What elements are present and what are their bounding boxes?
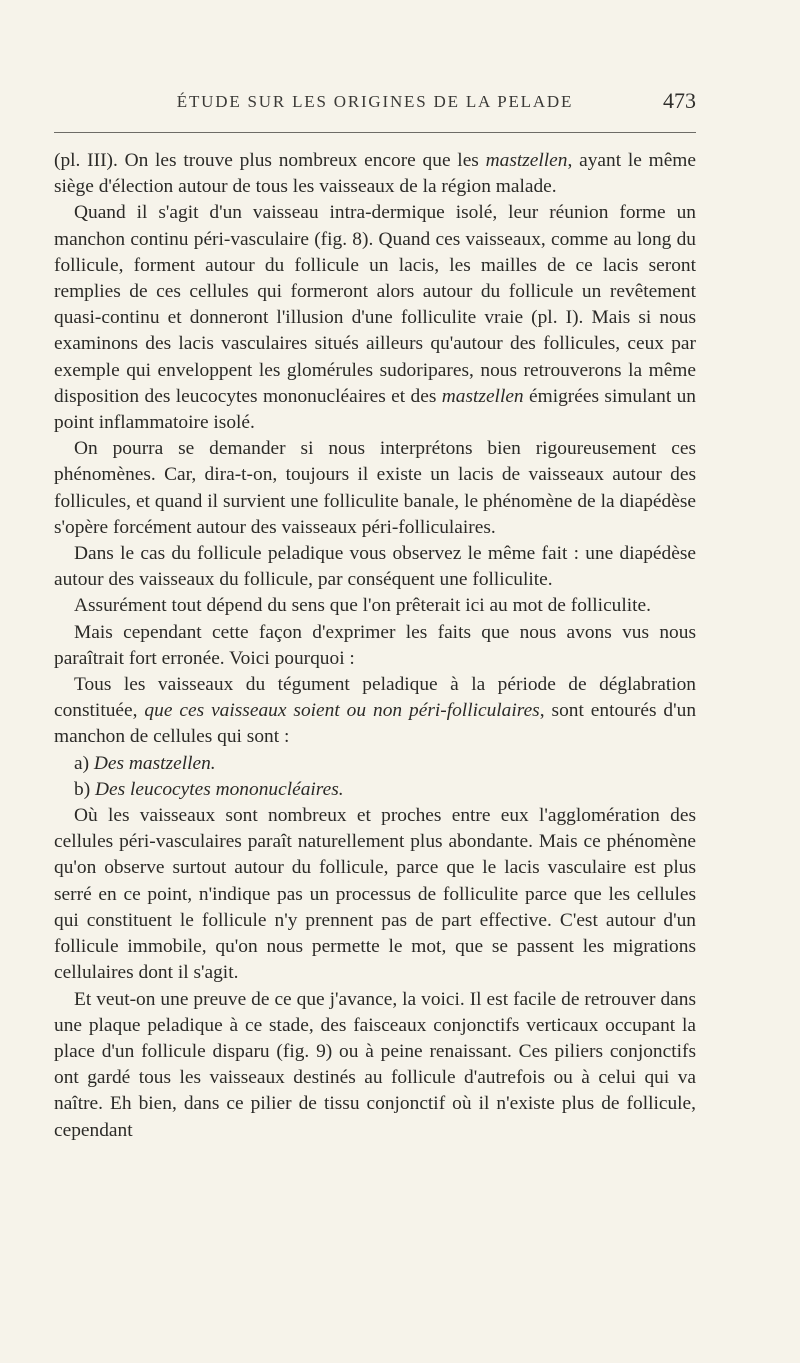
text-run: , sont entourés d'un manchon de cellules qui sont : (54, 700, 697, 748)
text-run: Où les vaisseaux sont nombreux et proches entre eux l'agglomération des cellules péri-vasculaires paraît naturellement plus abondante. Mais ce phénomène qu'on observe surtout autour du follicule, parce que le lacis vasculaire est plus serré en ce point, n'indique pas un processus de folliculite parce que les cellules qui constituent le follicule n'y prennent pas de part effective. C'est autour d'un follicule immobile, qu'on nous permette le mot, que se passent les migrations cellulaires dont il s'agit. (54, 805, 696, 984)
text-run: Assurément tout dépend du sens que l'on prêterait ici au mot de folliculite. (74, 595, 651, 617)
text-run: a) (74, 752, 94, 774)
paragraph (54, 803, 696, 986)
text-run: (pl. III). On les trouve plus nombreux encore que les (54, 150, 486, 171)
text-run: émigrées simulant un point inflammatoire isolé. (54, 385, 696, 434)
italic-text: Des mastzellen. (93, 752, 216, 774)
paragraph (54, 672, 696, 751)
page-number: 473 (663, 88, 696, 113)
text-run: Dans le cas du follicule peladique vous observez le même fait : une diapédèse autour des vaisseaux du follicule, par conséquent une folliculite. (54, 543, 696, 591)
text-run: , ayant le même siège d'élection autour de tous les vaisseaux de la région malade. (54, 150, 696, 198)
paragraph (54, 436, 696, 541)
italic-text: Des leucocytes mononucléaires. (95, 778, 344, 800)
paragraph (54, 148, 696, 200)
running-title: ÉTUDE SUR LES ORIGINES DE LA PELADE (176, 92, 574, 111)
text-run: Mais cependant cette façon d'exprimer les faits que nous avons vus nous paraîtrait fort erronée. Voici pourquoi : (54, 621, 696, 669)
italic-text: que ces vaisseaux soient ou non péri-folliculaires (144, 700, 540, 722)
paragraph (54, 593, 696, 619)
paragraph (54, 541, 696, 593)
paragraph (54, 200, 696, 436)
paragraph (54, 620, 696, 672)
text-run: Quand il s'agit d'un vaisseau intra-dermique isolé, leur réunion forme un manchon continu péri-vasculaire (fig. 8). Quand ces vaisseaux, comme au long du follicule, forment autour du follicule un lacis, les mailles de ce lacis seront remplies de ces cellules qui formeront alors autour du follicule un revêtement quasi-continu et donneront l'illusion d'une folliculite vraie (pl. I). Mais si nous examinons des lacis vasculaires situés ailleurs qu'autour des follicules, ceux par exemple qui enveloppent les glomérules sudoripares, nous retrouverons la même disposition des leucocytes mononucléaires et des (54, 202, 696, 407)
page-header (54, 88, 696, 124)
text-run: Et veut-on une preuve de ce que j'avance, la voici. Il est facile de retrouver dans une plaque peladique à ce stade, des faisceaux conjonctifs verticaux occupant la place d'un follicule disparu (fig. 9) ou à peine renaissant. Ces piliers conjonctifs ont gardé tous les vaisseaux destinés au follicule d'autrefois ou à celui qui va naître. Eh bien, dans ce pilier de tissu conjonctif où il n'existe plus de follicule, cependant (54, 988, 696, 1141)
text-run: Tous les vaisseaux du tégument peladique à la période de déglabration constituée, (54, 674, 696, 722)
paragraph (54, 777, 696, 803)
text-run: b) (74, 778, 96, 800)
paragraph (54, 987, 696, 1144)
body-text (54, 148, 696, 1144)
italic-text: mastzellen (485, 150, 568, 171)
text-run: On pourra se demander si nous interprétons bien rigoureusement ces phénomènes. Car, dira-t-on, toujours il existe un lacis de vaisseaux autour des follicules, et quand il survient une folliculite banale, le phénomène de la diapédèse s'opère forcément autour des vaisseaux péri-folliculaires. (54, 438, 696, 538)
header-rule (54, 132, 696, 133)
italic-text: mastzellen (441, 385, 524, 407)
paragraph (54, 751, 696, 777)
